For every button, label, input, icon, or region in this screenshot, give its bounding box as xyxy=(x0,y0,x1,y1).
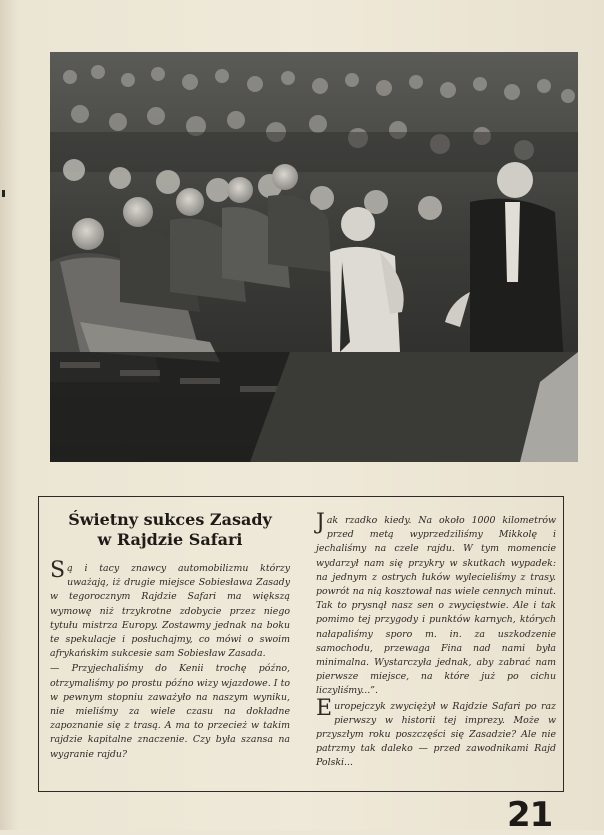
article-left-column xyxy=(50,510,290,762)
article-paragraph: Europejczyk zwyciężył w Rajdzie Safari po raz pierwszy w historii tej imprezy. Może w przyszłym roku poszczęści się Zasadzie? Ale nie patrzmy tak daleko — przed zawodnikami Rajd Polski... xyxy=(316,695,556,769)
margin-mark xyxy=(2,190,5,197)
audience-photo xyxy=(50,52,578,462)
article-headline xyxy=(50,510,290,550)
article-paragraph: Są i tacy znawcy automobilizmu którzy uważają, iż drugie miejsce Sobiesława Zasady w tegorocznym Rajdzie Safari ma większą wymowę niż trzykrotne zdobycie przez niego tytułu mistrza Europy. Zostawmy jednak na boku te spekulacje i posłuchajmy, co mówi o swoim afrykańskim sukcesie sam Sobiesław Zasada. xyxy=(50,558,290,660)
audience-photo-icon xyxy=(50,52,578,462)
article-paragraph: — Przyjechaliśmy do Kenii trochę późno, otrzymaliśmy po prostu późno wizy wjazdowe. I to w pewnym stopniu zaważyło na naszym wyniku, nie mieliśmy za wiele czasu na dokładne zapoznanie się z trasą. A ma to przecież w takim rajdzie kapitalne znaczenie. Czy była szansa na wygranie rajdu? xyxy=(50,663,290,760)
article-right-column xyxy=(316,510,556,771)
article-paragraph: Jak rzadko kiedy. Na około 1000 kilometrów przed metą wyprzedziliśmy Mikkolę i jechaliśmy na czele rajdu. W tym momencie wydarzył nam się przykry w skutkach wypadek: na jednym z ostrych łuków wylecieliśmy z trasy. powrót na nią kosztował nas wiele cennych minut. Tak to prysnął nasz sen o zwycięstwie. Ale i tak pomimo tej przygody i punktów karnych, których nałapaliśmy sporo m. in. za uszkodzenie samochodu, przewaga Fina nad nami była minimalna. Wystarczyła jednak, aby zabrać nam pierwsze miejsce, na które już po cichu liczyliśmy...”. xyxy=(316,510,556,697)
headline-line-2: w Rajdzie Safari xyxy=(97,530,243,549)
page-number: 21 xyxy=(507,795,553,835)
headline-line-1: Świetny sukces Zasady xyxy=(68,510,272,529)
